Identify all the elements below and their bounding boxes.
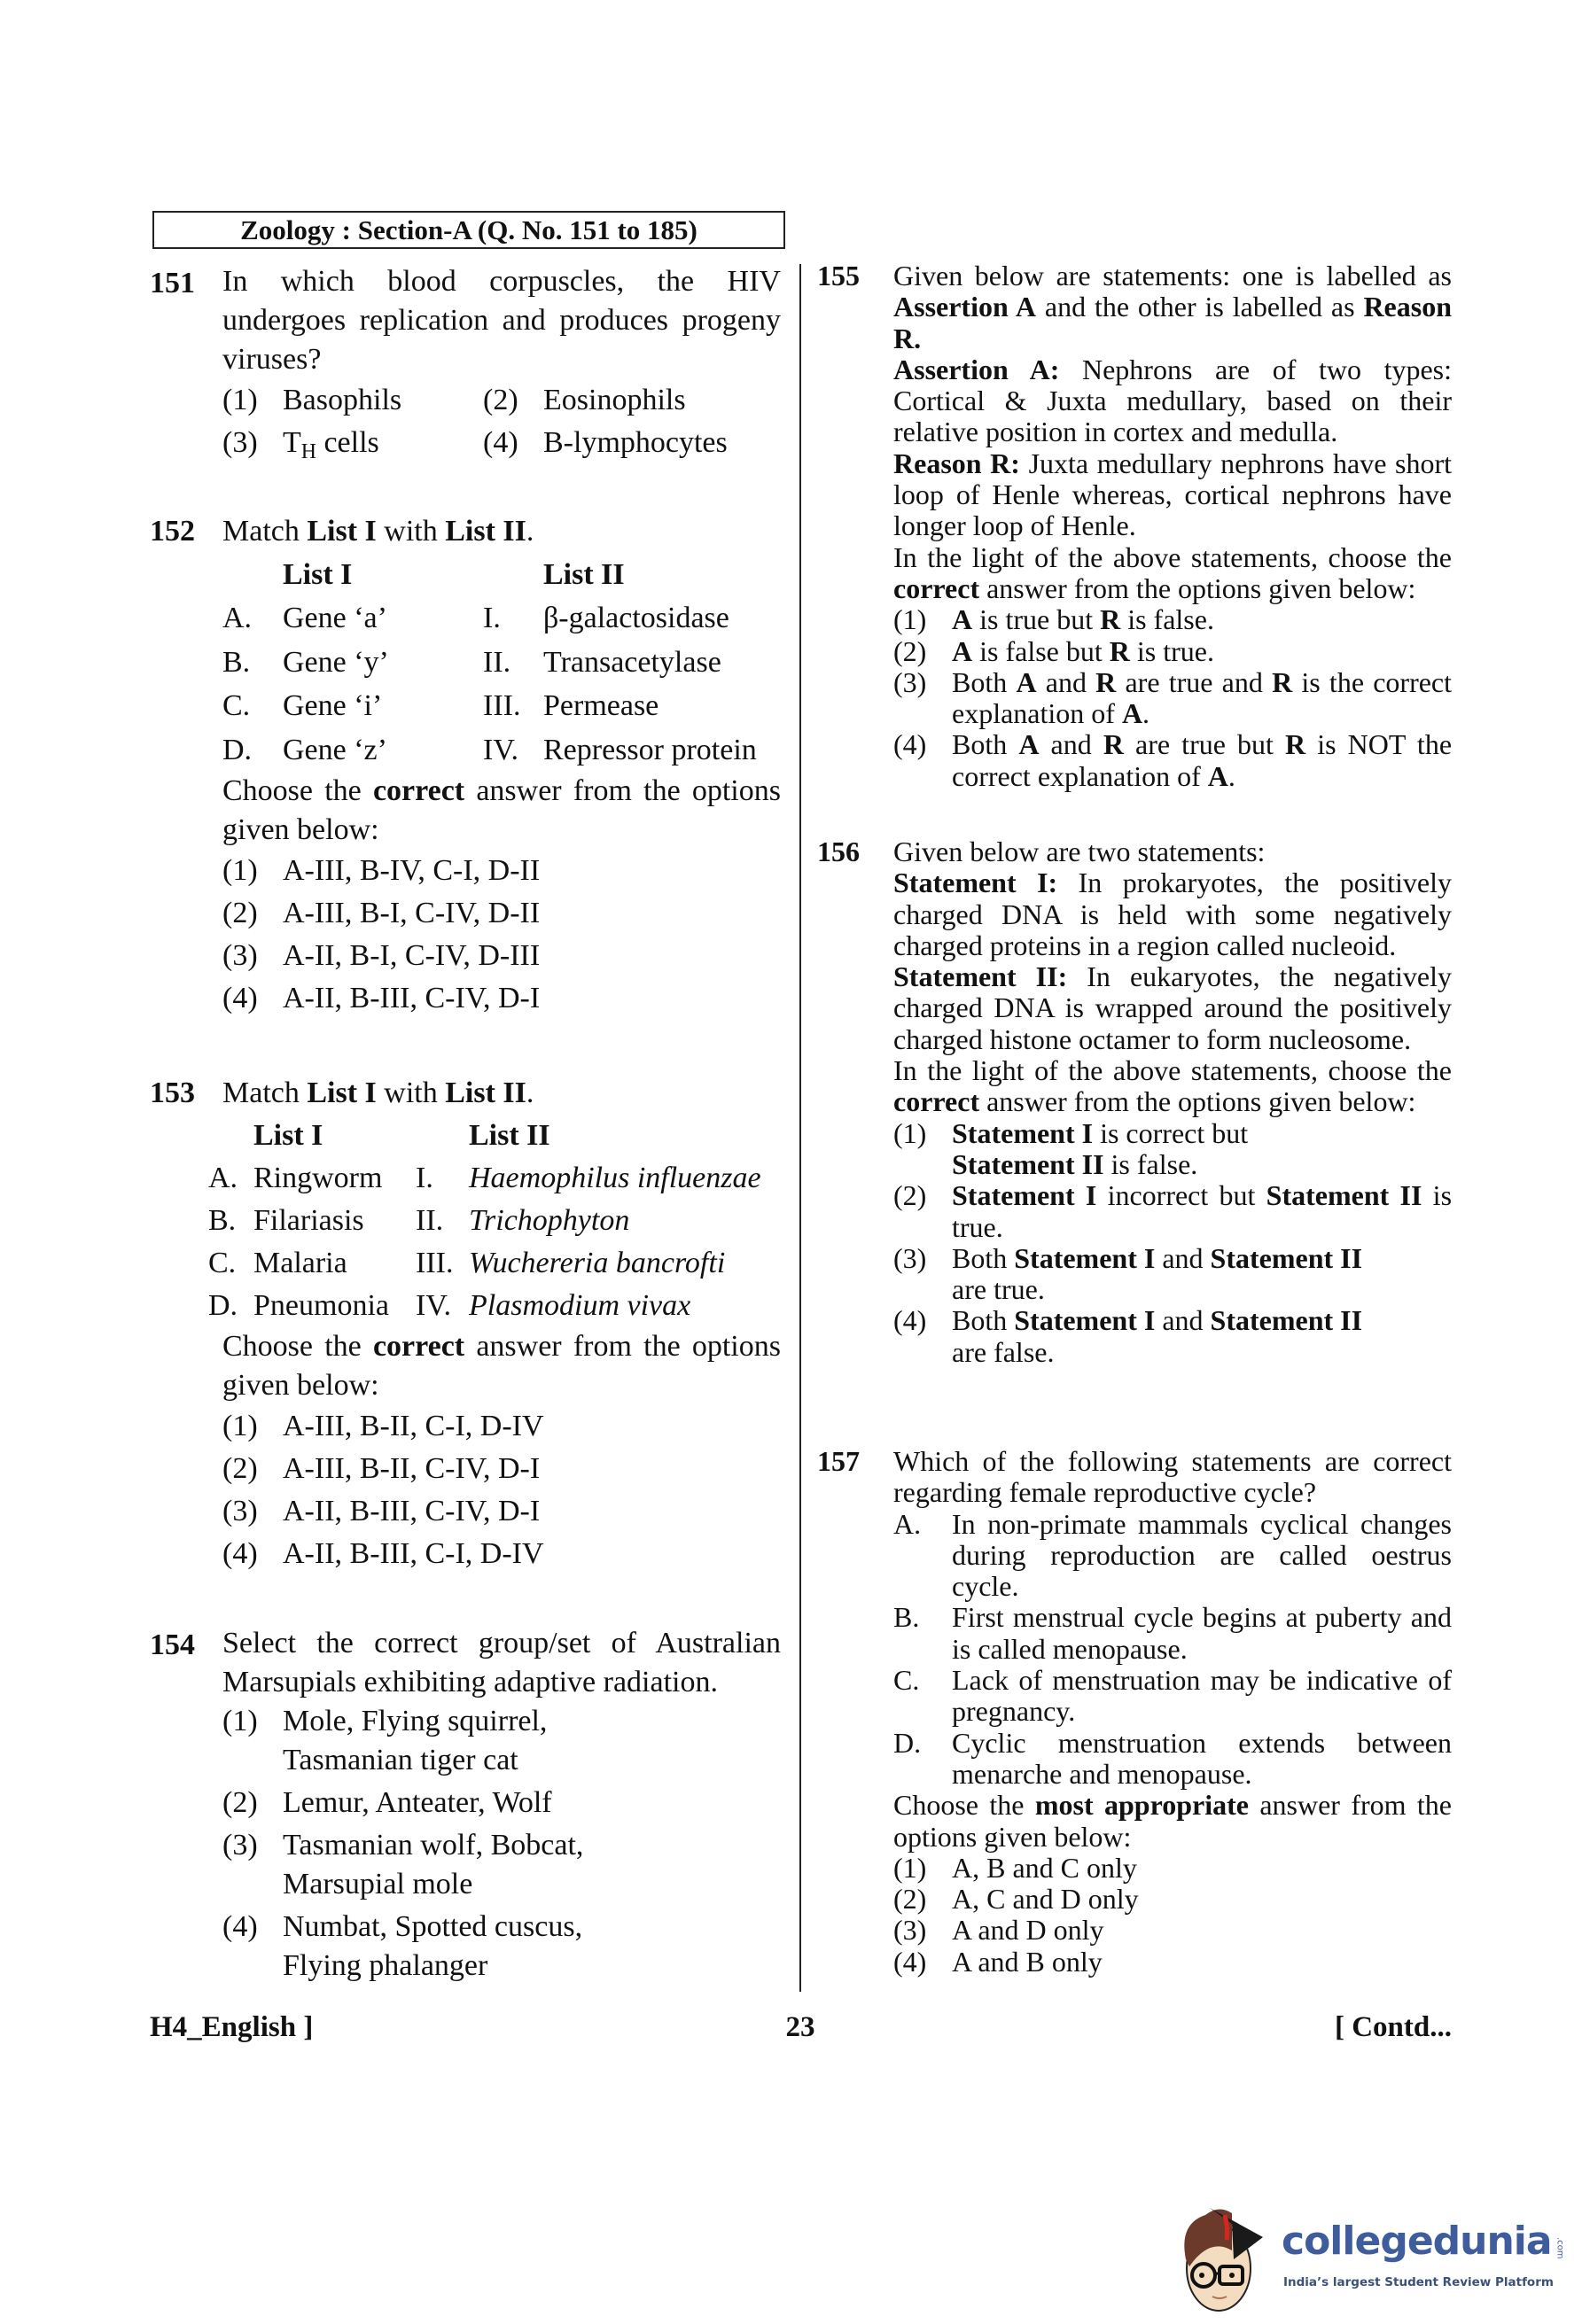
option-number: (2) xyxy=(893,1179,927,1212)
row-letter: B. xyxy=(222,645,251,679)
bold-text: R xyxy=(1109,634,1130,667)
paragraph xyxy=(893,961,1452,1055)
question-text: In which blood corpuscles, the HIV undergoes replication and produces progeny viruses? xyxy=(222,265,781,376)
statement-text: First menstrual cycle begins at puberty and is called menopause. xyxy=(952,1601,1452,1665)
statement-letter: A. xyxy=(893,1507,922,1540)
list-1-item: Gene ‘i’ xyxy=(283,689,383,722)
text-segment: is false. xyxy=(1103,1147,1198,1180)
statement-b xyxy=(893,1602,1452,1665)
option-text: Mole, Flying squirrel, Tasmanian tiger cat xyxy=(283,1705,548,1776)
logo-wordmark: collegedunia xyxy=(1282,2219,1552,2264)
option-number: (4) xyxy=(222,982,258,1014)
text-segment: Both xyxy=(952,1304,1015,1337)
option-number: (1) xyxy=(222,1410,258,1442)
option-text: Tasmanian wolf, Bobcat, Marsupial mole xyxy=(283,1829,584,1900)
question-text: Select the correct group/set of Australian Marsupials exhibiting adaptive radiation. xyxy=(222,1627,781,1698)
bold-text: R xyxy=(1100,603,1121,636)
statement-letter: B. xyxy=(893,1601,920,1634)
text-segment: with xyxy=(376,515,446,548)
list-2-item: Permease xyxy=(543,689,659,722)
text-segment: . xyxy=(526,515,534,548)
bold-text: R xyxy=(1103,728,1124,761)
statements xyxy=(893,1509,1452,1791)
text-segment: is false but xyxy=(972,634,1110,667)
option-number: (1) xyxy=(222,854,258,887)
option-4[interactable] xyxy=(893,1305,1452,1368)
match-row xyxy=(208,1200,781,1242)
row-numeral: I. xyxy=(483,602,501,634)
question-number: 157 xyxy=(817,1445,860,1477)
text-segment: and xyxy=(1036,665,1096,698)
footer-contd: [ Contd... xyxy=(1334,2011,1452,2043)
statement-c xyxy=(893,1665,1452,1728)
option-number: (1) xyxy=(893,1851,927,1884)
paragraph xyxy=(893,542,1452,605)
text-segment: In the light of the above statements, choose the xyxy=(893,1054,1452,1087)
question-number: 153 xyxy=(150,1077,195,1109)
option-text: A-III, B-II, C-IV, D-I xyxy=(283,1452,541,1485)
bold-text: A xyxy=(1207,759,1228,792)
bold-text: List I xyxy=(307,515,377,548)
option-number: (2) xyxy=(222,897,258,929)
question-text xyxy=(222,1072,781,1115)
option-text: A-III, B-I, C-IV, D-II xyxy=(283,897,541,929)
list-2-item: β-galactosidase xyxy=(543,602,729,634)
text-segment: Juxta medullary nephrons have short loop of Henle whereas, cortical nephrons have longer loop of Henle. xyxy=(893,447,1453,542)
options xyxy=(893,1853,1452,1978)
option-2[interactable] xyxy=(222,1784,781,1823)
option-3[interactable] xyxy=(893,1915,1452,1946)
option-number: (1) xyxy=(222,1705,258,1737)
text-segment: Both xyxy=(952,1241,1015,1274)
bold-text: Statement II xyxy=(1210,1304,1363,1337)
option-text xyxy=(952,1179,1452,1242)
option-text: Basophils xyxy=(283,384,402,416)
choose-instruction xyxy=(222,1327,781,1405)
row-letter: A. xyxy=(222,602,253,634)
row-numeral: III. xyxy=(416,1247,454,1279)
list-2-item: Trichophyton xyxy=(469,1204,630,1237)
option-1[interactable] xyxy=(893,604,1452,635)
option-2[interactable] xyxy=(222,1448,781,1490)
text-segment: and xyxy=(1039,728,1103,761)
text-segment: answer from the options given below: xyxy=(222,774,781,846)
row-numeral: II. xyxy=(483,645,511,679)
collegedunia-logo xyxy=(1161,2171,1578,2312)
options xyxy=(893,604,1452,792)
list-1-item: Gene ‘a’ xyxy=(283,602,387,634)
list-1-item: Ringworm xyxy=(253,1162,383,1194)
text-segment: is false. xyxy=(1120,603,1214,636)
bold-text: Statement I xyxy=(952,1179,1097,1212)
bold-text: R xyxy=(1095,665,1117,698)
bold-text: Statement I: xyxy=(893,867,1058,899)
list-1-header: List I xyxy=(283,558,353,591)
option-number: (3) xyxy=(222,1495,258,1527)
option-text xyxy=(952,1242,1362,1305)
question-text xyxy=(893,260,1452,604)
list-1-item: Filariasis xyxy=(253,1204,364,1237)
options xyxy=(222,850,781,1020)
bold-text: Statement II xyxy=(1210,1241,1363,1274)
statement-text: Cyclic menstruation extends between menarche and menopause. xyxy=(952,1726,1452,1790)
option-1[interactable] xyxy=(222,1702,781,1780)
option-text: A-II, B-III, C-IV, D-I xyxy=(283,1495,541,1527)
text-segment: is correct but xyxy=(1100,1116,1249,1149)
option-number: (1) xyxy=(222,384,258,416)
text-segment: Given below are two statements: xyxy=(893,836,1266,867)
question-157 xyxy=(817,1445,1452,1978)
option-subscript: H xyxy=(300,440,316,464)
option-text xyxy=(952,635,1214,667)
text-segment: . xyxy=(1227,759,1235,792)
option-number: (3) xyxy=(222,939,258,972)
paragraph xyxy=(893,354,1452,448)
question-number: 151 xyxy=(150,267,195,299)
row-numeral: IV. xyxy=(416,1289,451,1322)
option-3[interactable] xyxy=(222,1490,781,1533)
column-divider xyxy=(799,264,801,1992)
row-numeral: II. xyxy=(416,1204,444,1237)
option-2[interactable] xyxy=(222,892,781,935)
bold-text: A xyxy=(1018,728,1040,761)
bold-text: Assertion A xyxy=(893,291,1036,323)
question-number: 155 xyxy=(817,260,860,291)
list-headers xyxy=(222,1115,781,1157)
option-text xyxy=(952,603,1214,635)
text-segment: answer from the options given below: xyxy=(979,1085,1416,1118)
bold-text: A xyxy=(952,603,973,636)
option-4[interactable] xyxy=(483,422,781,464)
options xyxy=(222,1702,781,1986)
bold-text: correct xyxy=(893,571,980,604)
row-letter: C. xyxy=(208,1247,237,1279)
option-1[interactable] xyxy=(222,1405,781,1448)
match-row xyxy=(208,1285,781,1327)
text-segment: with xyxy=(376,1077,446,1109)
choose-instruction xyxy=(893,1790,1452,1853)
list-headers xyxy=(222,553,781,596)
bold-text: Assertion A: xyxy=(893,353,1060,385)
list-2-item: Wuchereria bancrofti xyxy=(469,1247,726,1279)
option-text: A-III, B-IV, C-I, D-II xyxy=(283,854,541,887)
option-1[interactable] xyxy=(222,850,781,892)
text-segment: Match xyxy=(222,1077,308,1109)
text-segment: and the other is labelled as xyxy=(1035,291,1364,323)
option-number: (3) xyxy=(893,665,927,698)
bold-text: Statement II: xyxy=(893,960,1068,993)
option-number: (1) xyxy=(893,603,927,636)
option-text xyxy=(952,666,1452,729)
text-segment: is true but xyxy=(972,603,1101,636)
row-letter: D. xyxy=(222,733,253,766)
text-segment: Both xyxy=(952,665,1017,698)
option-2[interactable] xyxy=(483,379,781,422)
bold-text: most appropriate xyxy=(1034,1789,1249,1822)
row-letter: D. xyxy=(208,1289,238,1322)
text-segment: and xyxy=(1155,1241,1211,1274)
text-segment: are false. xyxy=(952,1335,1055,1368)
option-number: (4) xyxy=(893,1304,927,1337)
option-3[interactable] xyxy=(222,422,483,464)
match-row xyxy=(208,1242,781,1285)
text-segment: Nephrons are of two types: Cortical & Juxta medullary, based on their relative position in cortex and medulla. xyxy=(893,353,1452,448)
option-number: (4) xyxy=(893,728,927,761)
bold-text: A xyxy=(952,634,973,667)
option-text: A and B only xyxy=(952,1945,1103,1978)
list-1-item: Pneumonia xyxy=(253,1289,389,1322)
option-text: Lemur, Anteater, Wolf xyxy=(283,1786,552,1819)
list-2-header: List II xyxy=(469,1119,550,1152)
text-segment: are true. xyxy=(952,1273,1045,1306)
option-4[interactable] xyxy=(222,977,781,1020)
row-numeral: IV. xyxy=(483,733,518,766)
match-row xyxy=(208,1157,781,1200)
choose-instruction xyxy=(222,772,781,850)
option-4[interactable] xyxy=(222,1533,781,1575)
question-152 xyxy=(150,510,781,1020)
logo-tagline: India’s largest Student Review Platform xyxy=(1283,2275,1554,2289)
match-row xyxy=(222,596,781,641)
match-row xyxy=(222,728,781,773)
text-segment: answer from the options given below: xyxy=(979,571,1416,604)
question-text xyxy=(222,510,781,553)
row-letter: A. xyxy=(208,1162,238,1194)
list-2-item: Plasmodium vivax xyxy=(469,1289,691,1322)
text-segment: incorrect but xyxy=(1096,1179,1266,1212)
list-1-item: Gene ‘z’ xyxy=(283,733,387,766)
list-2-header: List II xyxy=(543,558,625,591)
question-text: Which of the following statements are correct regarding female reproductive cycle? xyxy=(893,1445,1452,1509)
option-number: (4) xyxy=(893,1945,927,1978)
statement-d xyxy=(893,1728,1452,1791)
bold-text: correct xyxy=(372,1330,465,1363)
text-segment: is true. xyxy=(1129,634,1214,667)
bold-text: Reason R: xyxy=(893,447,1020,479)
question-153 xyxy=(150,1072,781,1575)
option-number: (2) xyxy=(893,1883,927,1916)
text-segment: Choose the xyxy=(222,774,373,807)
option-number: (3) xyxy=(893,1241,927,1274)
statement-letter: C. xyxy=(893,1664,920,1697)
row-numeral: III. xyxy=(483,689,521,722)
option-text: cells xyxy=(316,426,379,459)
option-text: A, C and D only xyxy=(952,1883,1139,1916)
text-segment: Match xyxy=(222,515,308,548)
bold-text: List I xyxy=(307,1077,377,1109)
option-number: (3) xyxy=(222,426,258,459)
option-text: T xyxy=(283,426,301,459)
section-header: Zoology : Section-A (Q. No. 151 to 185) xyxy=(152,211,785,249)
option-number: (1) xyxy=(893,1116,927,1149)
option-2[interactable] xyxy=(893,1884,1452,1915)
text-segment: In eukaryotes, the negatively charged DNA is wrapped around the positively charged histone octamer to form nucleosome. xyxy=(893,960,1453,1055)
paragraph xyxy=(893,867,1452,961)
text-segment: answer from the options given below: xyxy=(222,1330,781,1402)
bold-text: R xyxy=(1285,728,1306,761)
option-4[interactable] xyxy=(222,1908,781,1986)
bold-text: List II xyxy=(445,515,526,548)
question-number: 152 xyxy=(150,515,195,548)
paragraph xyxy=(893,1055,1452,1118)
text-segment: Choose the xyxy=(893,1789,1035,1822)
option-1[interactable] xyxy=(222,379,483,422)
question-number: 154 xyxy=(150,1628,195,1661)
bold-text: Statement II xyxy=(952,1147,1104,1180)
question-155 xyxy=(817,260,1453,792)
option-text: A and D only xyxy=(952,1914,1104,1947)
option-2[interactable] xyxy=(893,1180,1452,1243)
question-154 xyxy=(150,1624,781,1989)
option-text: Eosinophils xyxy=(543,384,686,416)
text-segment: Given below are statements: one is labelled as xyxy=(893,260,1452,291)
bold-text: Statement I xyxy=(952,1116,1094,1149)
option-4[interactable] xyxy=(893,729,1452,792)
list-2-item: Repressor protein xyxy=(543,733,757,766)
option-number: (4) xyxy=(222,1537,258,1570)
bold-text: Statement I xyxy=(1014,1241,1156,1274)
option-text xyxy=(952,728,1452,791)
bold-text: A xyxy=(1016,665,1037,698)
text-segment: and xyxy=(1155,1304,1211,1337)
statement-text: Lack of menstruation may be indicative of pregnancy. xyxy=(952,1664,1452,1728)
mascot-icon xyxy=(1170,2197,1276,2321)
option-number: (4) xyxy=(483,426,518,459)
option-3[interactable] xyxy=(893,1243,1452,1306)
statement-a xyxy=(893,1509,1452,1603)
list-2-item: Haemophilus influenzae xyxy=(469,1162,761,1194)
footer-paper-code: H4_English ] xyxy=(150,2011,314,2043)
option-text: B-lymphocytes xyxy=(543,426,728,459)
bold-text: A xyxy=(1121,697,1143,730)
page-number: 23 xyxy=(785,2011,815,2043)
list-1-item: Malaria xyxy=(253,1247,347,1279)
option-text: A-II, B-III, C-I, D-IV xyxy=(283,1537,544,1570)
option-4[interactable] xyxy=(893,1947,1452,1978)
row-numeral: I. xyxy=(416,1162,433,1194)
option-text xyxy=(952,1117,1248,1180)
question-text xyxy=(893,836,1452,1118)
option-number: (2) xyxy=(222,1452,258,1485)
option-3[interactable] xyxy=(222,1826,781,1904)
option-number: (4) xyxy=(222,1910,258,1943)
bold-text: correct xyxy=(372,774,465,807)
bold-text: Reason R. xyxy=(893,291,1452,354)
text-segment: is NOT the correct explanation of xyxy=(952,728,1453,792)
list-1-header: List I xyxy=(253,1119,323,1152)
paragraph xyxy=(893,836,1452,867)
text-segment: answer from the options given below: xyxy=(893,1789,1452,1853)
text-segment: In the light of the above statements, choose the xyxy=(893,540,1452,573)
bold-text: Statement II xyxy=(1266,1179,1422,1212)
text-segment: . xyxy=(1142,697,1150,730)
paragraph xyxy=(893,448,1452,542)
bold-text: List II xyxy=(445,1077,526,1109)
option-text: A-III, B-II, C-I, D-IV xyxy=(283,1410,544,1442)
option-1[interactable] xyxy=(893,1118,1452,1181)
logo-suffix: .com xyxy=(1555,2237,1565,2259)
question-number: 156 xyxy=(817,836,860,867)
option-number: (3) xyxy=(893,1914,927,1947)
paragraph xyxy=(893,260,1452,354)
option-number: (3) xyxy=(222,1829,258,1862)
bold-text: correct xyxy=(893,1085,980,1118)
text-segment: . xyxy=(526,1077,534,1109)
option-3[interactable] xyxy=(893,667,1452,730)
text-segment: is the correct explanation of xyxy=(952,665,1453,730)
options xyxy=(222,379,781,464)
bold-text: R xyxy=(1272,665,1293,698)
match-rows xyxy=(222,596,781,772)
text-segment: are true but xyxy=(1123,728,1286,761)
option-number: (2) xyxy=(483,384,518,416)
option-number: (2) xyxy=(222,1786,258,1819)
list-2-item: Transacetylase xyxy=(543,645,721,679)
row-letter: B. xyxy=(208,1204,237,1237)
text-segment: Both xyxy=(952,728,1019,761)
list-1-item: Gene ‘y’ xyxy=(283,645,389,679)
options xyxy=(222,1405,781,1575)
statement-letter: D. xyxy=(893,1726,922,1759)
option-3[interactable] xyxy=(222,935,781,977)
text-segment: In prokaryotes, the positively charged DNA is held with some negatively charged proteins in a region called nucleoid. xyxy=(893,867,1453,961)
logo-wordmark-row xyxy=(1282,2217,1565,2266)
statement-text: In non-primate mammals cyclical changes during reproduction are called oestrus cycle. xyxy=(952,1507,1452,1603)
bold-text: Statement I xyxy=(1014,1304,1156,1337)
options xyxy=(893,1118,1452,1368)
question-151 xyxy=(150,262,781,464)
match-row xyxy=(222,641,781,685)
match-rows xyxy=(208,1157,781,1327)
option-text: A-II, B-III, C-IV, D-I xyxy=(283,982,541,1014)
match-row xyxy=(222,684,781,728)
option-text: Numbat, Spotted cuscus, Flying phalanger xyxy=(283,1910,583,1982)
option-text xyxy=(952,1304,1362,1367)
text-segment: are true and xyxy=(1116,665,1273,698)
option-2[interactable] xyxy=(893,636,1452,667)
row-letter: C. xyxy=(222,689,251,722)
option-text: A, B and C only xyxy=(952,1851,1137,1884)
text-segment: is true. xyxy=(952,1179,1453,1243)
question-156 xyxy=(817,836,1453,1368)
text-segment: Choose the xyxy=(222,1330,373,1363)
option-number: (2) xyxy=(893,634,927,667)
option-text: A-II, B-I, C-IV, D-III xyxy=(283,939,541,972)
option-1[interactable] xyxy=(893,1853,1452,1884)
